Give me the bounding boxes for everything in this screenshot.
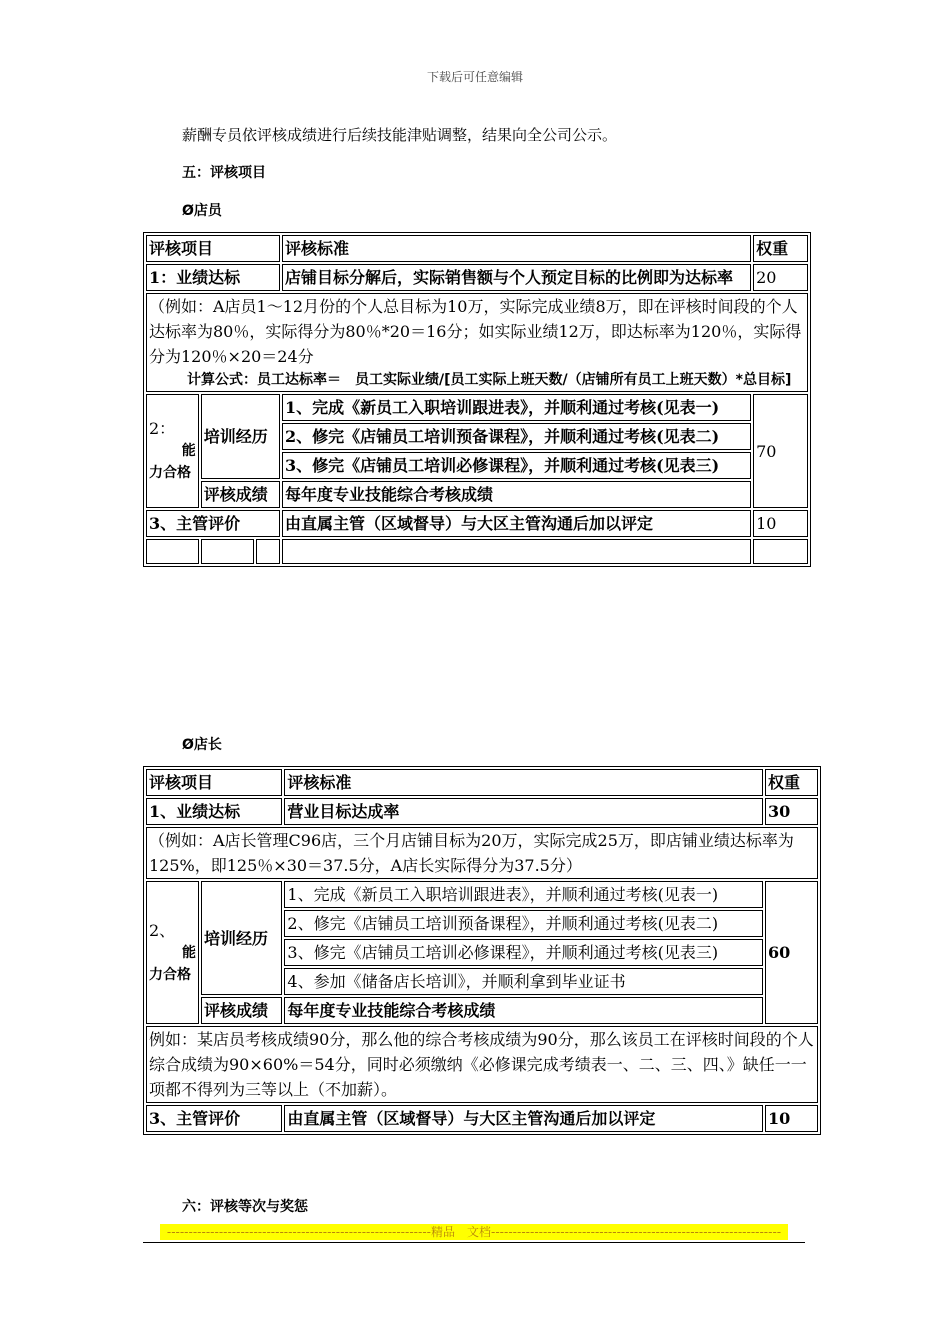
section6-title: 六：评核等次与奖惩 <box>182 1199 308 1215</box>
manager-row2-label <box>146 881 199 1024</box>
section5-title: 五：评核项目 <box>182 165 266 181</box>
clerk-training-label: 培训经历 <box>201 394 280 479</box>
clerk-example: （例如：A店员1～12月份的个人总目标为10万，实际完成业绩8万，即在评核时间段的个人达标率为80％，实际得分为80％*20＝16分；如实际业绩12万，即达标率为120％，实际得分为120％×20＝24分 <box>149 297 802 366</box>
manager-training-2: 2、修完《店铺员工培训预备课程》，并顺利通过考核(见表二) <box>284 910 763 937</box>
manager-training-1: 1、完成《新员工入职培训跟进表》，并顺利通过考核(见表一) <box>284 881 763 908</box>
empty-cell <box>282 539 751 564</box>
clerk-row3-item: 3、主管评价 <box>146 510 280 537</box>
manager-example2: 例如：某店员考核成绩90分，那么他的综合考核成绩为90分，那么该员工在评核时间段的个人综合成绩为90×60%＝54分，同时必须缴纳《必修课完成考绩表一、二、三、四、》缺任一一项都不得列为三等以上（不加薪）。 <box>146 1026 818 1103</box>
clerk-example-cell <box>146 293 808 392</box>
footer-banner <box>160 1224 788 1240</box>
manager-table <box>143 766 821 1135</box>
empty-cell <box>146 539 199 564</box>
manager-row3-weight: 10 <box>765 1105 818 1132</box>
manager-training-label: 培训经历 <box>201 881 282 995</box>
clerk-row1-item: 1：业绩达标 <box>146 264 280 291</box>
manager-example: （例如：A店长管理C96店，三个月店铺目标为20万，实际完成25万，即店铺业绩达标率为125%，即125％×30＝37.5分，A店长实际得分为37.5分） <box>146 827 818 879</box>
manager-row2-weight: 60 <box>765 881 818 1024</box>
clerk-training-2: 2、修完《店铺员工培训预备课程》，并顺利通过考核(见表二) <box>282 423 751 450</box>
manager-col-weight: 权重 <box>765 769 818 796</box>
clerk-heading: Ø店员 <box>182 203 222 219</box>
clerk-row2-weight: 70 <box>753 394 808 508</box>
footer-label: 精品 文档 <box>431 1225 492 1239</box>
clerk-row2-num: 2： <box>149 419 176 438</box>
clerk-row1-weight: 20 <box>753 264 808 291</box>
manager-training-3: 3、修完《店铺员工培训必修课程》，并顺利通过考核(见表三) <box>284 939 763 966</box>
clerk-row2-label-a: 能 <box>181 443 196 459</box>
empty-cell <box>753 539 808 564</box>
clerk-table <box>143 232 811 567</box>
clerk-row1-standard: 店铺目标分解后，实际销售额与个人预定目标的比例即为达标率 <box>282 264 751 291</box>
manager-col-standard: 评核标准 <box>284 769 763 796</box>
manager-score-label: 评核成绩 <box>201 997 282 1024</box>
manager-row3-item: 3、主管评价 <box>146 1105 282 1132</box>
clerk-formula: 计算公式：员工达标率＝ 员工实际业绩/[员工实际上班天数/（店铺所有员工上班天数）*总目标] <box>187 372 792 388</box>
clerk-training-3: 3、修完《店铺员工培训必修课程》，并顺利通过考核(见表三) <box>282 452 751 479</box>
page-header: 下载后可任意编辑 <box>426 70 523 84</box>
manager-row2-label-b: 力合格 <box>149 966 191 983</box>
clerk-score-text: 每年度专业技能综合考核成绩 <box>282 481 751 508</box>
clerk-col-standard: 评核标准 <box>282 235 751 262</box>
manager-heading: Ø店长 <box>182 737 222 753</box>
manager-row1-standard: 营业目标达成率 <box>284 798 763 825</box>
manager-row1-weight: 30 <box>765 798 818 825</box>
manager-row3-standard: 由直属主管（区域督导）与大区主管沟通后加以评定 <box>284 1105 763 1132</box>
empty-cell <box>201 539 254 564</box>
manager-training-4: 4、参加《储备店长培训》，并顺利拿到毕业证书 <box>284 968 763 995</box>
manager-row2-num: 2、 <box>149 920 176 940</box>
clerk-row2-label-b: 力合格 <box>149 465 191 481</box>
intro-paragraph: 薪酬专员依评核成绩进行后续技能津贴调整，结果向全公司公示。 <box>182 126 618 144</box>
manager-col-item: 评核项目 <box>146 769 282 796</box>
clerk-col-item: 评核项目 <box>146 235 280 262</box>
manager-row2-label-a: 能 <box>181 944 196 961</box>
empty-cell <box>256 539 280 564</box>
clerk-col-weight: 权重 <box>753 235 808 262</box>
clerk-training-1: 1、完成《新员工入职培训跟进表》，并顺利通过考核(见表一) <box>282 394 751 421</box>
clerk-row2-label <box>146 394 199 508</box>
clerk-score-label: 评核成绩 <box>201 481 280 508</box>
footer-dashes-right: ------------------------------------------------------------------- <box>491 1225 782 1239</box>
manager-score-text: 每年度专业技能综合考核成绩 <box>284 997 763 1024</box>
footer-rule <box>143 1242 805 1243</box>
clerk-row3-weight: 10 <box>753 510 808 537</box>
manager-row1-item: 1、业绩达标 <box>146 798 282 825</box>
footer-dashes-left: ------------------------------------------------------------- <box>166 1225 431 1239</box>
clerk-row3-standard: 由直属主管（区域督导）与大区主管沟通后加以评定 <box>282 510 751 537</box>
